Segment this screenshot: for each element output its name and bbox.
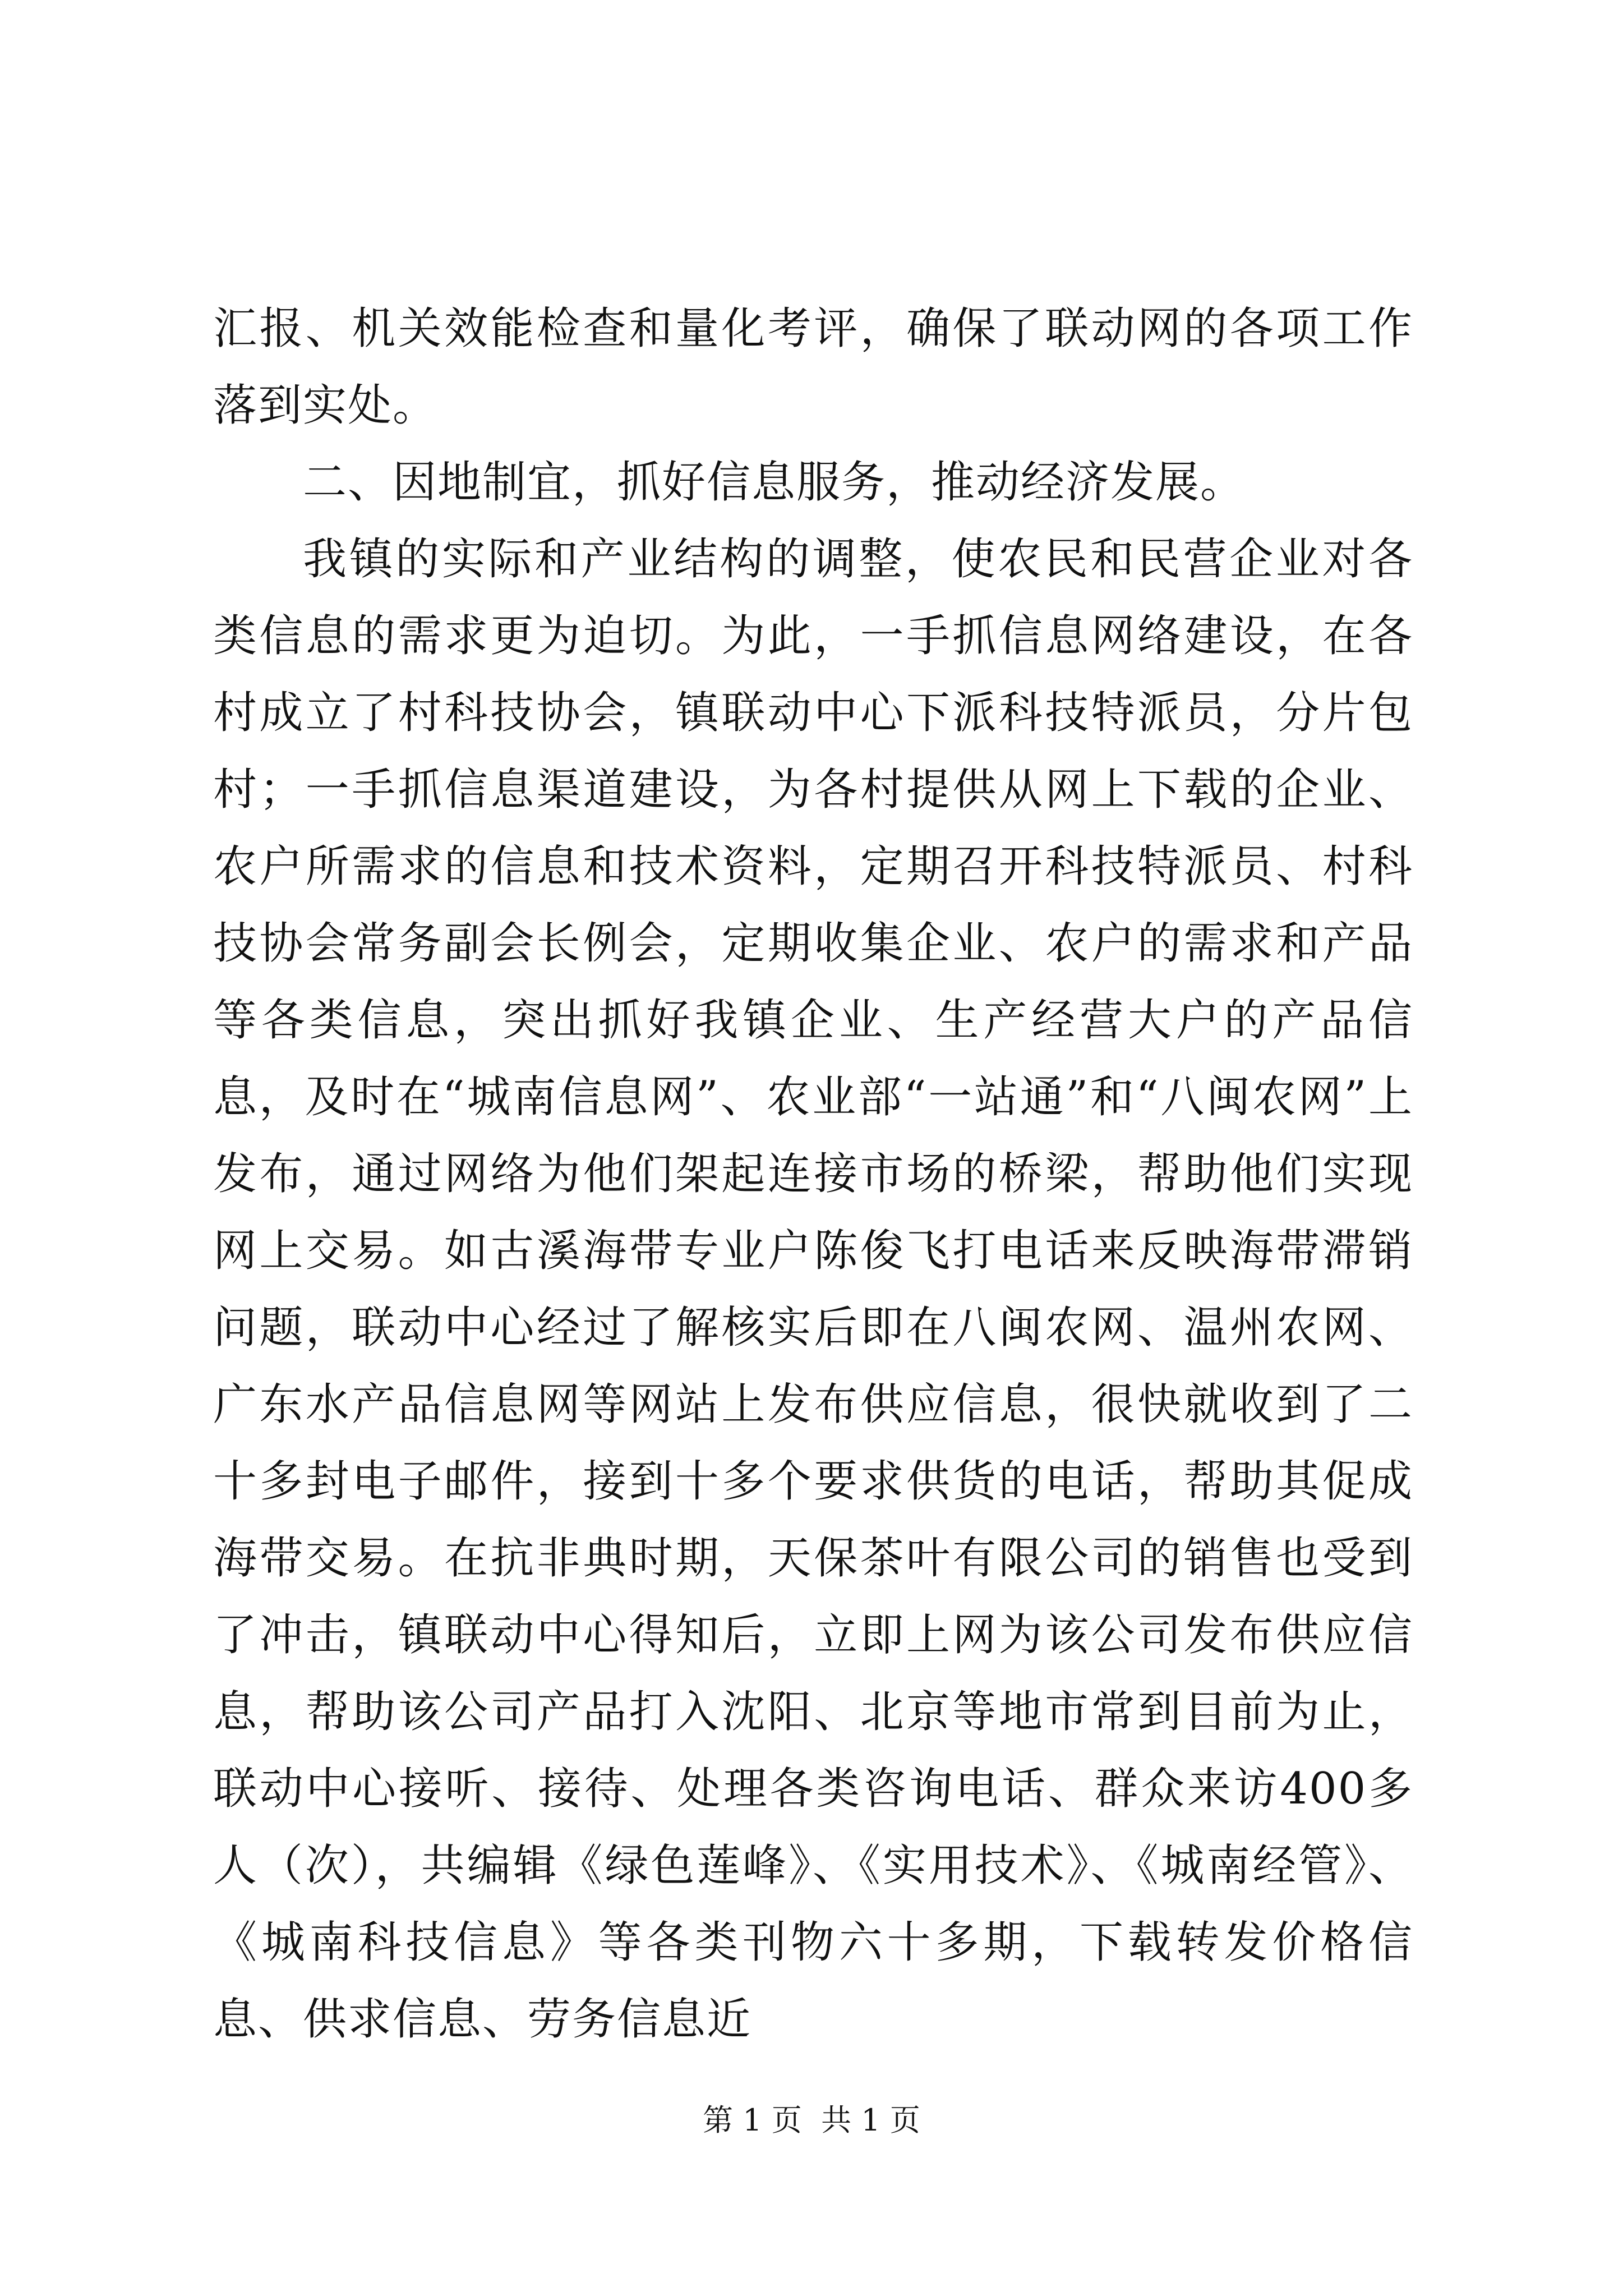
page-footer	[0, 2101, 1623, 2140]
section-heading: 二、因地制宜，抓好信息服务，推动经济发展。	[303, 457, 1246, 508]
document-body	[213, 291, 1413, 2058]
page-number-label: 第 1 页 共 1 页	[703, 2102, 920, 2138]
paragraph-2: 我镇的实际和产业结构的调整，使农民和民营企业对各类信息的需求更为迫切。为此，一手抓信息网络建设，在各村成立了村科技协会，镇联动中心下派科技特派员，分片包村；一手抓信息渠道建设，为各村提供从网上下载的企业、农户所需求的信息和技术资料，定期召开科技特派员、村科技协会常务副会长例会，定期收集企业、农户的需求和产品等各类信息，突出抓好我镇企业、生产经营大户的产品信息，及时在“城南信息网”、农业部“一站通”和“八闽农网”上发布，通过网络为他们架起连接市场的桥梁，帮助他们实现网上交易。如古溪海带专业户陈俊飞打电话来反映海带滞销问题，联动中心经过了解核实后即在八闽农网、温州农网、广东水产品信息网等网站上发布供应信息，很快就收到了二十多封电子邮件，接到十多个要求供货的电话，帮助其促成海带交易。在抗非典时期，天保茶叶有限公司的销售也受到了冲击，镇联动中心得知后，立即上网为该公司发布供应信息，帮助该公司产品打入沈阳、北京等地市常到目前为止，联动中心接听、接待、处理各类咨询电话、群众来访400多人（次），共编辑《绿色莲峰》、《实用技术》、《城南经管》、《城南科技信息》等各类刊物六十多期，下载转发价格信息、供求信息、劳务信息近	[213, 534, 1413, 2045]
paragraph-1: 汇报、机关效能检查和量化考评，确保了联动网的各项工作落到实处。	[213, 303, 1413, 431]
